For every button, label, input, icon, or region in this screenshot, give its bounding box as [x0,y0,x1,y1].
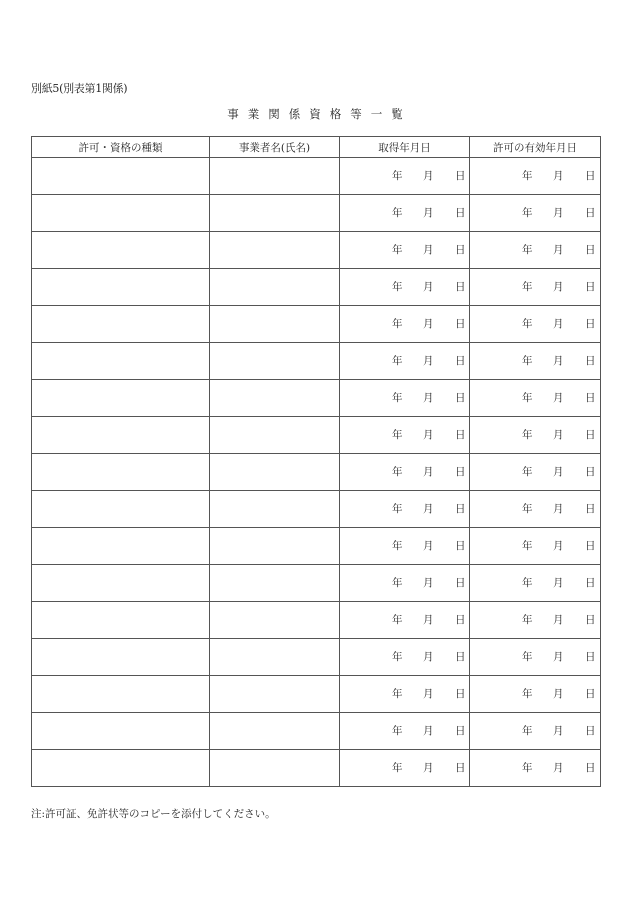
month-unit: 月 [423,207,434,219]
month-unit: 月 [423,281,434,293]
day-unit: 日 [455,318,466,330]
table-row [32,491,601,528]
business-name-cell[interactable] [210,602,340,639]
year-unit: 年 [392,614,403,626]
year-unit: 年 [522,244,533,256]
day-unit: 日 [585,577,596,589]
year-unit: 年 [392,540,403,552]
acquisition-date-cell[interactable] [340,676,470,713]
day-unit: 日 [455,577,466,589]
day-unit: 日 [585,170,596,182]
day-unit: 日 [455,429,466,441]
table-row [32,417,601,454]
license-type-cell[interactable] [32,491,210,528]
validity-date-cell[interactable] [470,639,601,676]
validity-date-cell[interactable] [470,343,601,380]
day-unit: 日 [585,318,596,330]
validity-date-cell[interactable] [470,158,601,195]
table-row [32,269,601,306]
day-unit: 日 [455,651,466,663]
license-type-cell[interactable] [32,454,210,491]
acquisition-date-cell[interactable] [340,454,470,491]
month-unit: 月 [553,762,564,774]
business-name-cell[interactable] [210,528,340,565]
year-unit: 年 [522,466,533,478]
month-unit: 月 [553,725,564,737]
column-header-license-type: 許可・資格の種類 [32,137,210,158]
acquisition-date-cell[interactable] [340,417,470,454]
month-unit: 月 [553,688,564,700]
month-unit: 月 [553,429,564,441]
table-row [32,195,601,232]
business-name-cell[interactable] [210,417,340,454]
month-unit: 月 [423,318,434,330]
license-type-cell[interactable] [32,380,210,417]
validity-date-cell[interactable] [470,565,601,602]
day-unit: 日 [455,355,466,367]
business-name-cell[interactable] [210,750,340,787]
business-name-cell[interactable] [210,380,340,417]
column-header-business-name: 事業者名(氏名) [210,137,340,158]
year-unit: 年 [522,429,533,441]
table-header-row [32,137,601,158]
day-unit: 日 [585,466,596,478]
year-unit: 年 [392,392,403,404]
acquisition-date-cell[interactable] [340,269,470,306]
acquisition-date-cell[interactable] [340,750,470,787]
month-unit: 月 [553,244,564,256]
table-row [32,306,601,343]
license-type-cell[interactable] [32,565,210,602]
month-unit: 月 [423,651,434,663]
day-unit: 日 [585,540,596,552]
year-unit: 年 [392,244,403,256]
year-unit: 年 [392,355,403,367]
month-unit: 月 [423,503,434,515]
footer-note: 注:許可証、免許状等のコピーを添付してください。 [31,808,276,820]
day-unit: 日 [585,725,596,737]
year-unit: 年 [392,725,403,737]
day-unit: 日 [455,466,466,478]
year-unit: 年 [392,429,403,441]
acquisition-date-cell[interactable] [340,639,470,676]
month-unit: 月 [423,725,434,737]
year-unit: 年 [392,170,403,182]
business-name-cell[interactable] [210,158,340,195]
year-unit: 年 [522,503,533,515]
day-unit: 日 [455,614,466,626]
month-unit: 月 [553,170,564,182]
day-unit: 日 [585,688,596,700]
document-title: 事業関係資格等一覧 [227,107,412,121]
validity-date-cell[interactable] [470,454,601,491]
day-unit: 日 [455,281,466,293]
validity-date-cell[interactable] [470,713,601,750]
validity-date-cell[interactable] [470,269,601,306]
license-type-cell[interactable] [32,528,210,565]
license-type-cell[interactable] [32,750,210,787]
month-unit: 月 [423,466,434,478]
day-unit: 日 [455,207,466,219]
month-unit: 月 [423,762,434,774]
license-type-cell[interactable] [32,306,210,343]
license-type-cell[interactable] [32,417,210,454]
day-unit: 日 [585,392,596,404]
day-unit: 日 [455,762,466,774]
month-unit: 月 [423,355,434,367]
acquisition-date-cell[interactable] [340,158,470,195]
acquisition-date-cell[interactable] [340,306,470,343]
column-header-acquisition-date: 取得年月日 [340,137,470,158]
acquisition-date-cell[interactable] [340,602,470,639]
day-unit: 日 [455,540,466,552]
day-unit: 日 [585,281,596,293]
validity-date-cell[interactable] [470,195,601,232]
year-unit: 年 [392,577,403,589]
year-unit: 年 [392,762,403,774]
month-unit: 月 [423,170,434,182]
validity-date-cell[interactable] [470,232,601,269]
license-type-cell[interactable] [32,343,210,380]
validity-date-cell[interactable] [470,380,601,417]
attachment-reference: 別紙5(別表第1関係) [31,82,128,95]
table-row [32,639,601,676]
day-unit: 日 [585,429,596,441]
table-row [32,454,601,491]
day-unit: 日 [455,503,466,515]
table-row [32,676,601,713]
month-unit: 月 [423,688,434,700]
acquisition-date-cell[interactable] [340,195,470,232]
day-unit: 日 [585,207,596,219]
table-row [32,528,601,565]
validity-date-cell[interactable] [470,750,601,787]
year-unit: 年 [522,762,533,774]
year-unit: 年 [392,503,403,515]
year-unit: 年 [522,355,533,367]
month-unit: 月 [553,355,564,367]
day-unit: 日 [585,244,596,256]
business-name-cell[interactable] [210,343,340,380]
table-row [32,565,601,602]
year-unit: 年 [522,281,533,293]
acquisition-date-cell[interactable] [340,491,470,528]
year-unit: 年 [392,466,403,478]
business-name-cell[interactable] [210,639,340,676]
day-unit: 日 [585,651,596,663]
table-row [32,750,601,787]
month-unit: 月 [553,503,564,515]
validity-date-cell[interactable] [470,602,601,639]
validity-date-cell[interactable] [470,528,601,565]
month-unit: 月 [423,614,434,626]
month-unit: 月 [553,614,564,626]
year-unit: 年 [522,688,533,700]
month-unit: 月 [553,318,564,330]
day-unit: 日 [585,762,596,774]
acquisition-date-cell[interactable] [340,528,470,565]
month-unit: 月 [553,207,564,219]
month-unit: 月 [553,466,564,478]
year-unit: 年 [522,392,533,404]
column-header-validity-date: 許可の有効年月日 [470,137,601,158]
year-unit: 年 [392,207,403,219]
month-unit: 月 [423,577,434,589]
license-type-cell[interactable] [32,602,210,639]
table-row [32,232,601,269]
business-name-cell[interactable] [210,491,340,528]
year-unit: 年 [522,577,533,589]
business-name-cell[interactable] [210,676,340,713]
validity-date-cell[interactable] [470,306,601,343]
validity-date-cell[interactable] [470,417,601,454]
day-unit: 日 [455,170,466,182]
validity-date-cell[interactable] [470,676,601,713]
month-unit: 月 [553,392,564,404]
table-row [32,343,601,380]
license-type-cell[interactable] [32,195,210,232]
year-unit: 年 [522,725,533,737]
month-unit: 月 [553,651,564,663]
acquisition-date-cell[interactable] [340,343,470,380]
acquisition-date-cell[interactable] [340,713,470,750]
year-unit: 年 [392,281,403,293]
year-unit: 年 [522,540,533,552]
year-unit: 年 [522,318,533,330]
year-unit: 年 [522,207,533,219]
day-unit: 日 [585,355,596,367]
business-name-cell[interactable] [210,713,340,750]
license-type-cell[interactable] [32,232,210,269]
day-unit: 日 [585,614,596,626]
day-unit: 日 [455,688,466,700]
table-row [32,713,601,750]
acquisition-date-cell[interactable] [340,380,470,417]
acquisition-date-cell[interactable] [340,232,470,269]
license-type-cell[interactable] [32,676,210,713]
year-unit: 年 [392,651,403,663]
day-unit: 日 [585,503,596,515]
license-type-cell[interactable] [32,269,210,306]
validity-date-cell[interactable] [470,491,601,528]
year-unit: 年 [522,651,533,663]
business-name-cell[interactable] [210,565,340,602]
table-row [32,158,601,195]
month-unit: 月 [423,392,434,404]
year-unit: 年 [392,688,403,700]
license-type-cell[interactable] [32,713,210,750]
month-unit: 月 [423,429,434,441]
license-type-cell[interactable] [32,158,210,195]
business-name-cell[interactable] [210,454,340,491]
year-unit: 年 [522,614,533,626]
year-unit: 年 [522,170,533,182]
business-name-cell[interactable] [210,232,340,269]
year-unit: 年 [392,318,403,330]
month-unit: 月 [423,244,434,256]
month-unit: 月 [423,540,434,552]
month-unit: 月 [553,577,564,589]
business-name-cell[interactable] [210,269,340,306]
day-unit: 日 [455,244,466,256]
table-row [32,602,601,639]
day-unit: 日 [455,725,466,737]
day-unit: 日 [455,392,466,404]
month-unit: 月 [553,281,564,293]
business-name-cell[interactable] [210,306,340,343]
license-type-cell[interactable] [32,639,210,676]
month-unit: 月 [553,540,564,552]
business-name-cell[interactable] [210,195,340,232]
qualification-table [31,136,601,787]
acquisition-date-cell[interactable] [340,565,470,602]
table-row [32,380,601,417]
